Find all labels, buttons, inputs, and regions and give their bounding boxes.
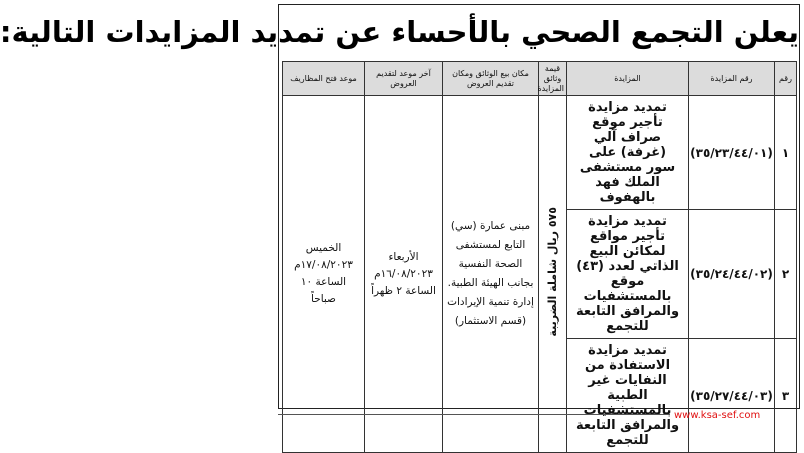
- row-subject: تمديد مزايدة الاستفادة من النفايات غير الطبية بالمستشفيات والمرافق التابعة للتجمع: [567, 339, 689, 453]
- header-subject: المزايدة: [567, 62, 689, 96]
- header-number: رقم: [775, 62, 797, 96]
- opening-cell: الخميس ١٧/٠٨/٢٠٢٣م الساعة ١٠ صباحاً: [283, 96, 365, 453]
- row-subject: تمديد مزايدة تأجير موقع صراف آلي (غرفة) على سور مستشفى الملك فهد بالهفوف: [567, 96, 689, 210]
- row-subject: تمديد مزايدة تأجير مواقع لمكائن البيع الذاتي لعدد (٤٣) موقع بالمستشفيات والمرافق التابعة للتجمع: [567, 210, 689, 339]
- value-cell: [539, 96, 567, 453]
- bottom-divider: [278, 414, 670, 415]
- table-row: [283, 96, 797, 210]
- row-ref: (٣٥/٢٣/٤٤/٠١): [689, 96, 775, 210]
- value-text: ٥٧٥ ريال شاملة الضريبة: [546, 207, 559, 337]
- source-watermark: www.ksa-sef.com: [674, 410, 761, 421]
- row-ref: (٣٥/٢٤/٤٤/٠٢): [689, 210, 775, 339]
- place-cell: مبنى عمارة (سي) التابع لمستشفى الصحة النفسية بجانب الهيئة الطبية. إدارة تنمية الإيرادات (قسم الاستثمار): [443, 96, 539, 453]
- row-number: ٢: [775, 210, 797, 339]
- row-number: ٣: [775, 339, 797, 453]
- header-value: قيمة وثائق المزايدة: [539, 62, 567, 96]
- header-opening: موعد فتح المظاريف: [283, 62, 365, 96]
- tenders-table: [282, 61, 797, 453]
- header-deadline: آخر موعد لتقديم العروض: [365, 62, 443, 96]
- table-header-row: [283, 62, 797, 96]
- header-ref: رقم المزايدة: [689, 62, 775, 96]
- header-place: مكان بيع الوثائق ومكان تقديم العروض: [443, 62, 539, 96]
- row-number: ١: [775, 96, 797, 210]
- announcement-headline: يعلن التجمع الصحي بالأحساء عن تمديد المزايدات التالية:: [0, 15, 799, 49]
- row-ref: (٣٥/٢٧/٤٤/٠٣): [689, 339, 775, 453]
- deadline-cell: الأربعاء ١٦/٠٨/٢٠٢٣م الساعة ٢ ظهراً: [365, 96, 443, 453]
